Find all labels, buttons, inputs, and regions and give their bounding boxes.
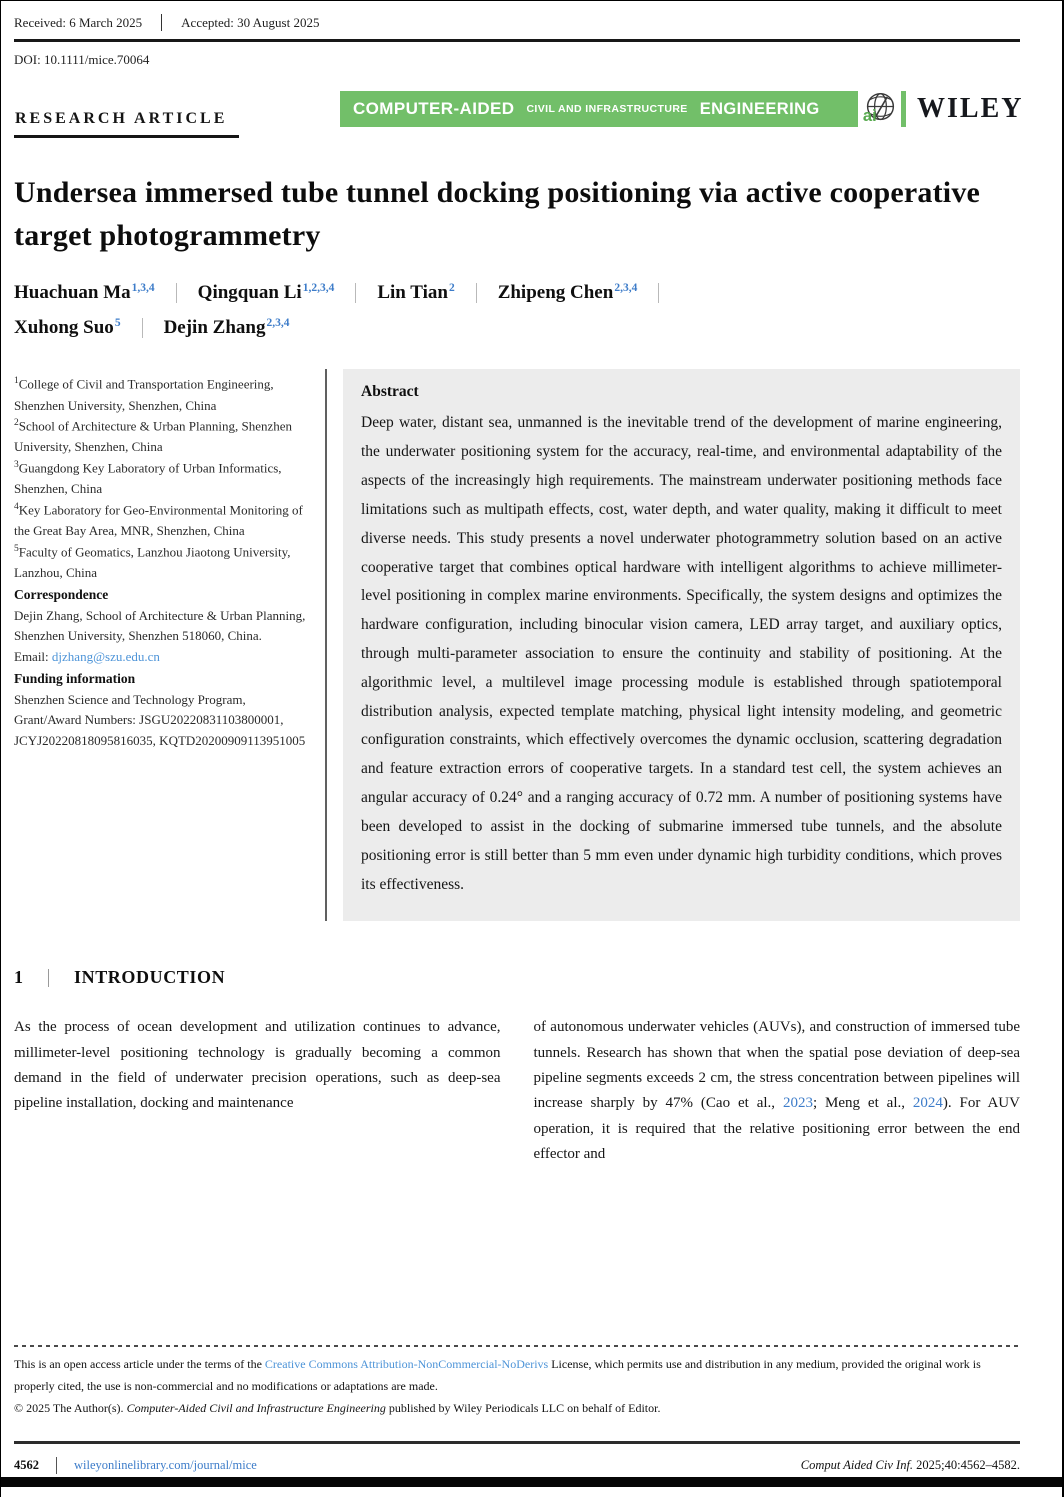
author-affil-sup: 1,2,3,4	[302, 282, 335, 295]
correspondence-heading: Correspondence	[14, 586, 109, 602]
email-label: Email:	[14, 649, 52, 665]
svg-text:ai: ai	[862, 106, 877, 126]
section-heading-divider	[48, 969, 49, 987]
received-accepted-bar	[14, 14, 1020, 31]
author-separator	[658, 283, 659, 303]
page-footer	[14, 1345, 1020, 1487]
author-affil-sup: 2,3,4	[614, 282, 638, 295]
journal-banner[interactable]	[340, 91, 906, 127]
affiliation-3	[14, 458, 311, 500]
abstract-heading: Abstract	[361, 383, 419, 401]
article-title: Undersea immersed tube tunnel docking positioning via active cooperative target photogrammetry	[14, 176, 981, 253]
author-separator	[176, 283, 177, 303]
footer-rule	[14, 1441, 1020, 1444]
citation-volume-pages: 2025;40:4562–4582.	[913, 1458, 1020, 1472]
affiliation-text: Key Laboratory for Geo-Environmental Monitoring of the Great Bay Area, MNR, Shenzhen, China	[14, 502, 303, 539]
license-post: License, which permits use and distribution in any medium, provided the original work is properly cited, the use is non-commercial and no modifications or adaptations are made.	[14, 1357, 981, 1394]
affiliation-sup: 2	[14, 418, 19, 429]
author-name-text: Huachuan Ma	[14, 282, 131, 304]
affiliation-text: College of Civil and Transportation Engineering, Shenzhen University, Shenzhen, China	[14, 376, 274, 413]
affiliation-sup: 3	[14, 460, 19, 471]
affiliation-text: Guangdong Key Laboratory of Urban Informatics, Shenzhen, China	[14, 460, 282, 497]
page-bottom-edge	[1, 1477, 1062, 1487]
author[interactable]	[14, 282, 155, 304]
citation-link-2023[interactable]: 2023	[782, 1095, 813, 1112]
affiliation-1	[14, 374, 311, 416]
author-name-text: Xuhong Suo	[14, 317, 114, 339]
column-divider-rule	[325, 369, 327, 921]
journal-url-link[interactable]: wileyonlinelibrary.com/journal/mice	[74, 1458, 257, 1472]
body-text: of autonomous underwater vehicles (AUVs), and construction of immersed tube tunnels. Research has shown that when the spatial pose deviation of deep-sea pipeline segments exceeds 2 cm, the stress concentration between pipelines will increase sharply by 47% (Cao et al.,	[533, 1019, 1020, 1112]
header-rule	[14, 39, 1020, 42]
affiliation-text: School of Architecture & Urban Planning, Shenzhen University, Shenzhen, China	[14, 418, 293, 455]
journal-name-part1: COMPUTER-AIDED	[353, 99, 515, 118]
abstract-body: Deep water, distant sea, unmanned is the inevitable trend of the development of marine engineering, the underwater positioning system for the accuracy, real-time, and environmental adaptability of the aspects of the increasingly high requirements. The mainstream underwater positioning methods face limitations such as multipath effects, cost, water depth, and water quality, making it difficult to meet diverse needs. This study presents a novel underwater photogrammetry solution based on an active cooperative target that combines optical hardware with intelligent algorithms to achieve millimeter-level positioning in complex marine environments. Specifically, the system designs and optimizes the hardware configuration, including binocular vision camera, LED array target, and auxiliary optics, through multi-parameter association to ensure the continuity and stability of positioning. At the algorithmic level, a multilevel image processing module is established through spatiotemporal distribution analysis, expected template matching, physical light intensity modeling, and geometric configuration constraints, which effectively overcomes the dynamic occlusion, scattering degradation and feature extraction errors of cooperative targets. In a standard test cell, the system achieves an angular accuracy of 0.24° and a ranging accuracy of 0.72 mm. A number of positioning systems have been developed to assist in the docking of submarine immersed tube tunnels, and the absolute positioning error is still better than 5 mm even under dynamic high turbidity conditions, which proves its effectiveness.	[361, 414, 1002, 893]
license-text	[14, 1354, 1020, 1398]
footer-divider	[56, 1457, 57, 1474]
email-link[interactable]: djzhang@szu.edu.cn	[51, 649, 160, 665]
copyright-pre: © 2025 The Author(s).	[14, 1401, 127, 1415]
correspondence-body: Dejin Zhang, School of Architecture & Urban Planning, Shenzhen University, Shenzhen 518060, China.	[14, 607, 306, 644]
body-text-columns	[14, 1015, 1020, 1167]
affiliation-sup: 5	[14, 544, 19, 555]
author-list	[14, 282, 1020, 339]
author-separator	[142, 318, 143, 338]
body-column-right	[534, 1015, 1021, 1167]
author-row-1	[14, 282, 1020, 304]
author-row-2	[14, 317, 1020, 339]
author-affil-sup: 2	[448, 282, 455, 295]
affiliation-text: Faculty of Geomatics, Lanzhou Jiaotong University, Lanzhou, China	[14, 544, 291, 581]
body-text: ; Meng et al.,	[812, 1095, 913, 1112]
wiley-logo: WILEY	[917, 93, 1024, 124]
received-date: Received: 6 March 2025	[14, 14, 143, 30]
copyright-line	[14, 1401, 1020, 1416]
article-info-column	[14, 369, 311, 921]
affiliation-5	[14, 542, 311, 584]
author-affil-sup: 2,3,4	[266, 317, 290, 330]
journal-globe-logo-icon	[858, 87, 901, 130]
vertical-divider	[161, 14, 162, 31]
affiliation-sup: 4	[14, 502, 19, 513]
journal-citation	[801, 1458, 1020, 1473]
section-heading-introduction	[14, 967, 1020, 988]
footer-dashed-rule	[14, 1345, 1020, 1347]
page-number: 4562	[14, 1458, 39, 1472]
journal-name-part2: CIVIL AND INFRASTRUCTURE	[526, 103, 688, 115]
author-separator	[355, 283, 356, 303]
doi-text: DOI: 10.1111/mice.70064	[14, 52, 150, 67]
citation-abbrev: Comput Aided Civ Inf.	[800, 1458, 914, 1472]
license-pre: This is an open access article under the terms of the	[14, 1357, 265, 1372]
author[interactable]	[498, 282, 638, 304]
citation-link-2024[interactable]: 2024	[912, 1095, 943, 1112]
correspondence-email-line	[14, 647, 311, 668]
body-text: ). For AUV operation, it is required that the relative positioning error between the end effector and	[533, 1095, 1020, 1163]
affiliation-sup: 1	[14, 376, 19, 387]
abstract-box	[343, 369, 1020, 921]
affiliation-2	[14, 416, 311, 458]
author[interactable]	[377, 282, 454, 304]
funding-heading: Funding information	[14, 670, 136, 686]
copyright-journal-name: Computer-Aided Civil and Infrastructure Engineering	[126, 1401, 386, 1415]
author[interactable]	[198, 282, 335, 304]
brand-row	[14, 72, 1024, 138]
funding-body: Shenzhen Science and Technology Program, Grant/Award Numbers: JSGU20220831103800001, JCYJ20220818095816035, KQTD20200909113951005	[14, 691, 306, 749]
author-name-text: Lin Tian	[377, 282, 448, 304]
author[interactable]	[14, 317, 121, 339]
affiliation-4	[14, 500, 311, 542]
copyright-post: published by Wiley Periodicals LLC on behalf of Editor.	[385, 1401, 661, 1415]
author[interactable]	[164, 317, 290, 339]
author-affil-sup: 5	[114, 317, 121, 330]
section-number: 1	[14, 967, 23, 988]
metadata-and-abstract-section	[14, 369, 1020, 921]
author-separator	[476, 283, 477, 303]
section-title: INTRODUCTION	[74, 967, 226, 988]
accepted-date: Accepted: 30 August 2025	[181, 14, 320, 30]
creative-commons-link[interactable]: Creative Commons Attribution-NonCommercial-NoDerivs	[264, 1357, 549, 1372]
journal-name-part3: ENGINEERING	[699, 99, 820, 118]
author-name-text: Zhipeng Chen	[497, 282, 614, 304]
author-name-text: Dejin Zhang	[163, 317, 266, 339]
body-column-left: As the process of ocean development and utilization continues to advance, millimeter-level positioning technology is gradually becoming a common demand in the field of underwater precision operations, such as deep-sea pipeline installation, docking and maintenance	[14, 1019, 501, 1112]
article-type-label: RESEARCH ARTICLE	[14, 110, 239, 138]
author-affil-sup: 1,3,4	[131, 282, 155, 295]
author-name-text: Qingquan Li	[197, 282, 302, 304]
